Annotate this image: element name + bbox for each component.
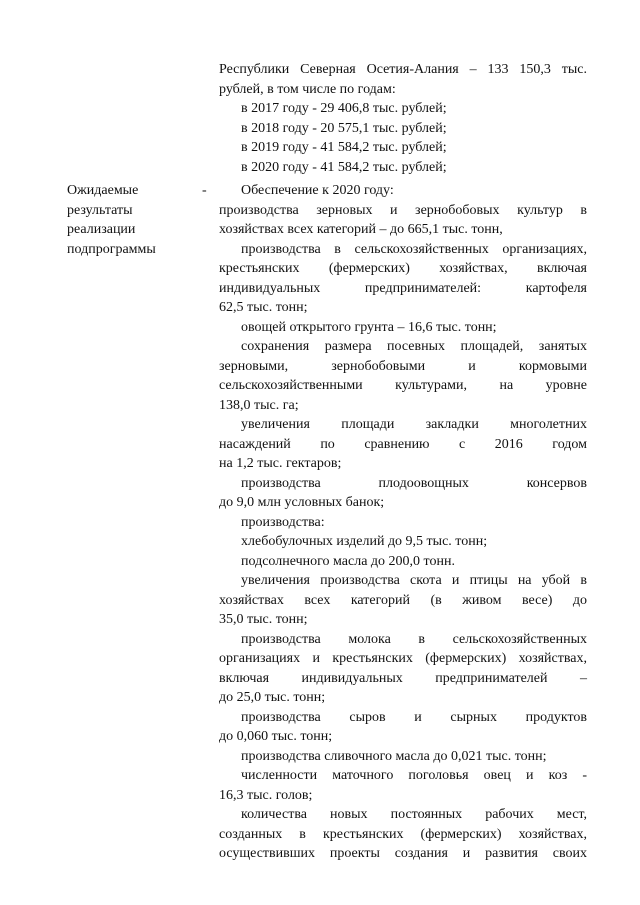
result-line: до 9,0 млн условных банок; — [219, 495, 385, 510]
result-line: хозяйствах всех категорий (в живом весе) до — [219, 592, 587, 608]
result-line: производства зерновых и зернобобовых культур в — [219, 202, 587, 218]
result-line: производства молока в сельскохозяйственных — [241, 631, 587, 647]
result-line: 62,5 тыс. тонн; — [219, 300, 308, 315]
result-line: крестьянских (фермерских) хозяйствах, включая — [219, 261, 587, 276]
result-line: производства в сельскохозяйственных организациях, — [241, 241, 587, 257]
result-line: увеличения производства скота и птицы на убой в — [241, 573, 587, 588]
section-label-line: Ожидаемые — [67, 183, 139, 198]
result-line: 138,0 тыс. га; — [219, 397, 299, 413]
result-line: производства плодоовощных консервов — [241, 475, 587, 491]
section-label-line: реализации — [67, 222, 136, 237]
result-line: хозяйствах всех категорий – до 665,1 тыс. тонн, — [219, 222, 503, 237]
result-line: 16,3 тыс. голов; — [219, 787, 313, 803]
result-line: подсолнечного масла до 200,0 тонн. — [241, 553, 455, 569]
result-line: производства сыров и сырных продуктов — [241, 709, 587, 725]
result-line: 35,0 тыс. тонн; — [219, 612, 308, 627]
result-line: численности маточного поголовья овец и коз - — [241, 768, 587, 783]
funding-line-1: Республики Северная Осетия-Алания – 133 150,3 тыс. — [219, 62, 587, 77]
result-line: производства: — [241, 514, 325, 530]
result-line: насаждений по сравнению с 2016 годом — [219, 436, 587, 452]
result-line: зерновыми, зернобобовыми и кормовыми — [219, 358, 587, 374]
result-line: сохранения размера посевных площадей, занятых — [241, 339, 587, 354]
result-line: увеличения площади закладки многолетних — [241, 417, 587, 432]
funding-year-2020: в 2020 году - 41 584,2 тыс. рублей; — [241, 159, 447, 175]
result-line: до 0,060 тыс. тонн; — [219, 729, 333, 744]
funding-year-2019: в 2019 году - 41 584,2 тыс. рублей; — [241, 140, 447, 155]
result-line: производства сливочного масла до 0,021 тыс. тонн; — [241, 748, 547, 764]
result-line: организациях и крестьянских (фермерских) хозяйствах, — [219, 651, 587, 666]
funding-year-2018: в 2018 году - 20 575,1 тыс. рублей; — [241, 120, 447, 136]
funding-years-list — [219, 99, 587, 177]
funding-year-2017: в 2017 году - 29 406,8 тыс. рублей; — [241, 101, 447, 116]
section-label-line: результаты — [67, 202, 133, 218]
result-line: сельскохозяйственными культурами, на уровне — [219, 378, 587, 393]
section-label-line: подпрограммы — [67, 241, 156, 257]
result-line: Обеспечение к 2020 году: — [241, 183, 394, 198]
result-line: осуществивших проекты создания и развития своих — [219, 846, 587, 861]
result-line: индивидуальных предпринимателей: картофеля — [219, 280, 587, 296]
result-line: количества новых постоянных рабочих мест, — [241, 807, 587, 822]
result-line: на 1,2 тыс. гектаров; — [219, 456, 342, 471]
result-line: созданных в крестьянских (фермерских) хозяйствах, — [219, 826, 587, 842]
section-label — [67, 181, 187, 259]
result-line: хлебобулочных изделий до 9,5 тыс. тонн; — [241, 534, 488, 549]
funding-line-2: рублей, в том числе по годам: — [219, 81, 396, 97]
result-line: до 25,0 тыс. тонн; — [219, 690, 326, 705]
funding-block — [219, 60, 587, 177]
result-line: включая индивидуальных предпринимателей – — [219, 670, 587, 686]
result-line: овощей открытого грунта – 16,6 тыс. тонн; — [241, 319, 497, 335]
label-dash: - — [202, 183, 207, 198]
expected-results-block — [219, 181, 587, 864]
